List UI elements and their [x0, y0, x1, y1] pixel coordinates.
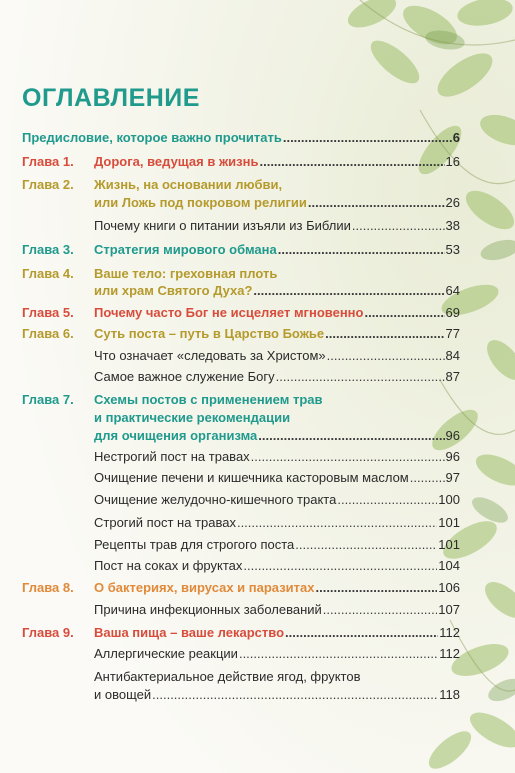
- entry-title: Суть поста – путь в Царство Божье: [94, 326, 325, 341]
- entry-title: Очищение печени и кишечника касторовым маслом: [94, 470, 409, 485]
- entry-title: Почему часто Бог не исцеляет мгновенно: [94, 305, 364, 320]
- entry-title-line: и практические рекомендации: [94, 410, 291, 425]
- page-number: 107: [438, 602, 460, 617]
- entry-title: Самое важное служение Богу: [94, 369, 275, 384]
- dot-leader: [337, 492, 437, 508]
- page-title: ОГЛАВЛЕНИЕ: [22, 84, 200, 112]
- entry-title: Рецепты трав для строгого поста: [94, 537, 295, 552]
- entry-title: для очищения организма: [94, 428, 258, 443]
- toc-entry-subsection[interactable]: [94, 515, 460, 531]
- toc-entry-subsection[interactable]: [94, 646, 460, 662]
- toc-entry-subsection[interactable]: [94, 602, 460, 618]
- toc-entry-subsection[interactable]: [94, 449, 460, 465]
- toc-entry-chapter-2[interactable]: [94, 195, 460, 211]
- chapter-label: Глава 5.: [22, 305, 74, 320]
- page-number: 112: [439, 646, 460, 661]
- page-number: 26: [445, 195, 460, 210]
- dot-leader: [323, 602, 438, 618]
- page-number: 96: [445, 428, 460, 443]
- dot-leader: [352, 218, 445, 234]
- toc-entry-chapter-1[interactable]: [94, 154, 460, 170]
- page-number: 96: [445, 449, 460, 464]
- toc-entry-subsection[interactable]: [94, 348, 460, 364]
- chapter-label: Глава 2.: [22, 177, 74, 192]
- dot-leader: [315, 580, 437, 596]
- dot-leader: [308, 195, 445, 211]
- page-number: 69: [445, 305, 460, 320]
- dot-leader: [276, 369, 445, 385]
- chapter-label: Глава 6.: [22, 326, 74, 341]
- toc-entry-preface[interactable]: [22, 130, 460, 146]
- dot-leader: [410, 470, 445, 486]
- entry-title: Предисловие, которое важно прочитать: [22, 130, 282, 145]
- entry-title: Нестрогий пост на травах: [94, 449, 250, 464]
- dot-leader: [295, 537, 437, 553]
- chapter-label: Глава 9.: [22, 625, 74, 640]
- dot-leader: [325, 326, 444, 342]
- dot-leader: [253, 283, 444, 299]
- chapter-label: Глава 8.: [22, 580, 74, 595]
- toc-entry-chapter-3[interactable]: [94, 242, 460, 258]
- toc-entry-subsection[interactable]: [94, 492, 460, 508]
- entry-title-line: Схемы постов с применением трав: [94, 392, 323, 407]
- page-number: 84: [445, 348, 460, 363]
- toc-entry-chapter-6[interactable]: [94, 326, 460, 342]
- entry-title: или Ложь под покровом религии: [94, 195, 307, 210]
- toc-entry-chapter-4[interactable]: [94, 283, 460, 299]
- toc-entry-chapter-8[interactable]: [94, 580, 460, 596]
- page-number: 64: [445, 283, 460, 298]
- dot-leader: [258, 428, 444, 444]
- page-number: 87: [445, 369, 460, 384]
- dot-leader: [237, 515, 437, 531]
- page-number: 16: [445, 154, 460, 169]
- dot-leader: [259, 154, 444, 170]
- toc-entry-chapter-7[interactable]: [94, 428, 460, 444]
- entry-title-line: Жизнь, на основании любви,: [94, 177, 283, 192]
- dot-leader: [243, 558, 437, 574]
- entry-title: Почему книги о питании изъяли из Библии: [94, 218, 351, 233]
- entry-title: и овощей: [94, 687, 152, 702]
- toc-entry-subsection[interactable]: [94, 537, 460, 553]
- entry-title: Ваша пища – ваше лекарство: [94, 625, 285, 640]
- entry-title: Дорога, ведущая в жизнь: [94, 154, 259, 169]
- chapter-label: Глава 4.: [22, 266, 74, 281]
- entry-title: О бактериях, вирусах и паразитах: [94, 580, 315, 595]
- chapter-label: Глава 7.: [22, 392, 74, 407]
- page-number: 101: [438, 515, 460, 530]
- page-number: 101: [438, 537, 460, 552]
- entry-title: Очищение желудочно-кишечного тракта: [94, 492, 337, 507]
- dot-leader: [152, 687, 438, 703]
- page-number: 6: [452, 130, 460, 145]
- entry-title: или храм Святого Духа?: [94, 283, 253, 298]
- page-number: 77: [445, 326, 460, 341]
- page-number: 118: [439, 687, 460, 702]
- dot-leader: [278, 242, 445, 258]
- toc-entry-subsection[interactable]: [94, 369, 460, 385]
- chapter-label: Глава 1.: [22, 154, 74, 169]
- dot-leader: [239, 646, 438, 662]
- dot-leader: [285, 625, 438, 641]
- page-number: 106: [438, 580, 460, 595]
- toc-entry-subsection[interactable]: [94, 218, 460, 234]
- toc-entry-chapter-5[interactable]: [94, 305, 460, 321]
- page-number: 112: [439, 625, 460, 640]
- page-number: 97: [445, 470, 460, 485]
- toc-entry-subsection[interactable]: [94, 470, 460, 486]
- entry-title: Пост на соках и фруктах: [94, 558, 243, 573]
- page-number: 53: [445, 242, 460, 257]
- page-number: 38: [445, 218, 460, 233]
- chapter-label: Глава 3.: [22, 242, 74, 257]
- dot-leader: [283, 130, 452, 146]
- entry-title: Стратегия мирового обмана: [94, 242, 277, 257]
- dot-leader: [251, 449, 445, 465]
- toc-entry-chapter-9[interactable]: [94, 625, 460, 641]
- entry-title: Что означает «следовать за Христом»: [94, 348, 326, 363]
- toc-entry-subsection[interactable]: [94, 558, 460, 574]
- page-number: 104: [438, 558, 460, 573]
- entry-title-line: Ваше тело: греховная плоть: [94, 266, 278, 281]
- dot-leader: [364, 305, 444, 321]
- entry-title-line: Антибактериальное действие ягод, фруктов: [94, 669, 361, 684]
- entry-title: Аллергические реакции: [94, 646, 238, 661]
- toc-entry-subsection[interactable]: [94, 687, 460, 703]
- entry-title: Причина инфекционных заболеваний: [94, 602, 322, 617]
- entry-title: Строгий пост на травах: [94, 515, 236, 530]
- page-number: 100: [438, 492, 460, 507]
- dot-leader: [327, 348, 445, 364]
